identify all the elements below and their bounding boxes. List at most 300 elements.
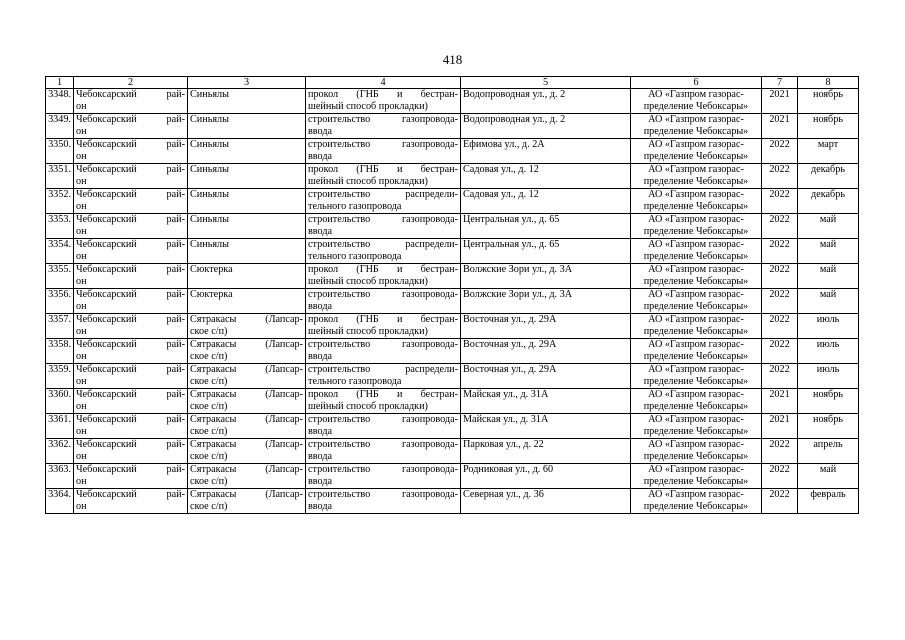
organization-cell	[631, 489, 762, 514]
organization-line-2: пределение Чебоксары»	[643, 400, 749, 412]
settlement-line-1: Сятракасы (Лапсар-	[190, 364, 303, 375]
organization-line-2: пределение Чебоксары»	[643, 375, 749, 387]
table-row	[46, 314, 859, 339]
work-type-line-1: прокол (ГНБ и бестран-	[308, 389, 458, 400]
column-header: 7	[762, 77, 798, 89]
row-number-cell	[46, 289, 74, 314]
settlement-line-2	[190, 201, 303, 213]
district-line-1: Чебоксарский рай-	[76, 264, 185, 275]
year-cell	[762, 164, 798, 189]
settlement-cell	[188, 489, 306, 514]
work-type-line-1: строительство газопровода-	[308, 139, 458, 150]
table-row	[46, 264, 859, 289]
year: 2022	[769, 139, 790, 150]
address-cell	[461, 164, 631, 189]
row-number: 3360.	[48, 389, 71, 400]
settlement-cell	[188, 364, 306, 389]
year-cell	[762, 389, 798, 414]
work-type-line-1: строительство распредели-	[308, 189, 458, 200]
district-line-2: он	[76, 100, 87, 112]
organization-cell	[631, 339, 762, 364]
work-type-cell	[306, 139, 461, 164]
district-line-1: Чебоксарский рай-	[76, 439, 185, 450]
year-cell	[762, 364, 798, 389]
settlement-line-1: Синьялы	[190, 189, 229, 200]
address: Центральная ул., д. 65	[463, 239, 560, 250]
work-type-line-2: шейный способ прокладки)	[308, 275, 428, 287]
work-type-line-2: ввода	[308, 450, 333, 462]
settlement-line-2	[190, 101, 303, 113]
month: март	[817, 139, 839, 150]
year-cell	[762, 464, 798, 489]
organization-line-1: АО «Газпром газорас-	[648, 214, 744, 225]
row-number-cell	[46, 339, 74, 364]
year: 2022	[769, 489, 790, 500]
settlement-line-2	[190, 226, 303, 238]
row-number: 3349.	[48, 114, 71, 125]
work-type-line-2: шейный способ прокладки)	[308, 100, 428, 112]
month-cell	[798, 389, 859, 414]
row-number: 3359.	[48, 364, 71, 375]
district-cell	[74, 289, 188, 314]
row-number-cell	[46, 89, 74, 114]
organization-cell	[631, 439, 762, 464]
month-cell	[798, 464, 859, 489]
settlement-line-1: Синьялы	[190, 139, 229, 150]
column-header: 6	[631, 77, 762, 89]
table-row	[46, 439, 859, 464]
work-type-line-1: строительство газопровода-	[308, 489, 458, 500]
settlement-line-1: Сятракасы (Лапсар-	[190, 489, 303, 500]
month: ноябрь	[813, 114, 843, 125]
row-number-cell	[46, 164, 74, 189]
district-line-1: Чебоксарский рай-	[76, 464, 185, 475]
organization-cell	[631, 164, 762, 189]
row-number: 3356.	[48, 289, 71, 300]
column-header: 5	[461, 77, 631, 89]
organization-line-2: пределение Чебоксары»	[643, 500, 749, 512]
settlement-line-2: ское с/п)	[190, 450, 228, 462]
work-type-line-1: строительство газопровода-	[308, 464, 458, 475]
year: 2022	[769, 464, 790, 475]
organization-line-1: АО «Газпром газорас-	[648, 114, 744, 125]
settlement-line-1: Сятракасы (Лапсар-	[190, 389, 303, 400]
settlement-line-2	[190, 176, 303, 188]
row-number: 3364.	[48, 489, 71, 500]
table-row	[46, 339, 859, 364]
address: Волжские Зори ул., д. 3А	[463, 264, 573, 275]
district-cell	[74, 364, 188, 389]
year-cell	[762, 289, 798, 314]
address-cell	[461, 314, 631, 339]
settlement-line-2	[190, 276, 303, 288]
settlement-line-1: Синьялы	[190, 164, 229, 175]
column-header: 1	[46, 77, 74, 89]
month-cell	[798, 439, 859, 464]
address-cell	[461, 139, 631, 164]
district-line-2: он	[76, 225, 87, 237]
work-type-line-2: ввода	[308, 350, 333, 362]
year-cell	[762, 89, 798, 114]
row-number-cell	[46, 414, 74, 439]
address-cell	[461, 114, 631, 139]
organization-line-2: пределение Чебоксары»	[643, 300, 749, 312]
work-type-cell	[306, 114, 461, 139]
district-cell	[74, 164, 188, 189]
organization-line-2: пределение Чебоксары»	[643, 275, 749, 287]
organization-line-1: АО «Газпром газорас-	[648, 314, 744, 325]
organization-line-1: АО «Газпром газорас-	[648, 464, 744, 475]
settlement-line-1: Сятракасы (Лапсар-	[190, 314, 303, 325]
address: Водопроводная ул., д. 2	[463, 89, 566, 100]
month: май	[819, 464, 837, 475]
year-cell	[762, 414, 798, 439]
organization-line-1: АО «Газпром газорас-	[648, 414, 744, 425]
organization-line-1: АО «Газпром газорас-	[648, 364, 744, 375]
row-number-cell	[46, 439, 74, 464]
settlement-line-2	[190, 151, 303, 163]
settlement-line-1: Сятракасы (Лапсар-	[190, 339, 303, 350]
year: 2021	[769, 414, 790, 425]
settlement-line-2	[190, 251, 303, 263]
work-type-cell	[306, 239, 461, 264]
page-number: 418	[442, 52, 463, 67]
settlement-cell	[188, 439, 306, 464]
district-cell	[74, 489, 188, 514]
district-line-1: Чебоксарский рай-	[76, 214, 185, 225]
settlement-cell	[188, 264, 306, 289]
work-type-cell	[306, 464, 461, 489]
district-line-2: он	[76, 400, 87, 412]
work-type-line-2: ввода	[308, 300, 333, 312]
settlement-cell	[188, 89, 306, 114]
work-type-line-2: ввода	[308, 225, 333, 237]
address: Волжские Зори ул., д. 3А	[463, 289, 573, 300]
organization-line-1: АО «Газпром газорас-	[648, 239, 744, 250]
year: 2022	[769, 289, 790, 300]
row-number-cell	[46, 364, 74, 389]
organization-cell	[631, 189, 762, 214]
column-number-row	[46, 77, 859, 89]
settlement-line-1: Сятракасы (Лапсар-	[190, 414, 303, 425]
work-type-line-1: прокол (ГНБ и бестран-	[308, 164, 458, 175]
organization-cell	[631, 239, 762, 264]
address: Садовая ул., д. 12	[463, 189, 539, 200]
district-line-1: Чебоксарский рай-	[76, 364, 185, 375]
organization-line-1: АО «Газпром газорас-	[648, 489, 744, 500]
year: 2021	[769, 89, 790, 100]
work-type-line-2: тельного газопровода	[308, 375, 402, 387]
column-header: 4	[306, 77, 461, 89]
row-number: 3363.	[48, 464, 71, 475]
table-row	[46, 414, 859, 439]
year-cell	[762, 439, 798, 464]
district-line-2: он	[76, 200, 87, 212]
organization-line-2: пределение Чебоксары»	[643, 125, 749, 137]
district-line-2: он	[76, 375, 87, 387]
column-header: 2	[74, 77, 188, 89]
work-type-line-2: шейный способ прокладки)	[308, 325, 428, 337]
row-number: 3357.	[48, 314, 71, 325]
table-row	[46, 89, 859, 114]
address: Восточная ул., д. 29А	[463, 314, 557, 325]
row-number: 3353.	[48, 214, 71, 225]
organization-cell	[631, 414, 762, 439]
settlement-line-1: Сятракасы (Лапсар-	[190, 464, 303, 475]
work-type-cell	[306, 364, 461, 389]
work-type-cell	[306, 314, 461, 339]
work-type-line-2: ввода	[308, 125, 333, 137]
row-number-cell	[46, 264, 74, 289]
month-cell	[798, 89, 859, 114]
district-line-1: Чебоксарский рай-	[76, 139, 185, 150]
address-cell	[461, 464, 631, 489]
district-cell	[74, 239, 188, 264]
district-line-2: он	[76, 150, 87, 162]
month-cell	[798, 339, 859, 364]
district-line-2: он	[76, 450, 87, 462]
settlement-cell	[188, 139, 306, 164]
settlement-line-2: ское с/п)	[190, 350, 228, 362]
settlement-line-2: ское с/п)	[190, 475, 228, 487]
district-line-2: он	[76, 175, 87, 187]
organization-line-2: пределение Чебоксары»	[643, 100, 749, 112]
organization-line-2: пределение Чебоксары»	[643, 175, 749, 187]
district-line-1: Чебоксарский рай-	[76, 89, 185, 100]
row-number: 3350.	[48, 139, 71, 150]
address: Ефимова ул., д. 2А	[463, 139, 545, 150]
organization-cell	[631, 464, 762, 489]
row-number: 3358.	[48, 339, 71, 350]
work-type-line-1: строительство газопровода-	[308, 214, 458, 225]
organization-line-2: пределение Чебоксары»	[643, 425, 749, 437]
work-type-line-1: строительство газопровода-	[308, 339, 458, 350]
district-line-1: Чебоксарский рай-	[76, 389, 185, 400]
work-type-cell	[306, 389, 461, 414]
table-row	[46, 214, 859, 239]
district-line-2: он	[76, 500, 87, 512]
district-cell	[74, 314, 188, 339]
row-number-cell	[46, 489, 74, 514]
table-row	[46, 489, 859, 514]
organization-line-1: АО «Газпром газорас-	[648, 89, 744, 100]
district-cell	[74, 89, 188, 114]
work-type-cell	[306, 489, 461, 514]
settlement-cell	[188, 239, 306, 264]
district-line-1: Чебоксарский рай-	[76, 489, 185, 500]
address: Центральная ул., д. 65	[463, 214, 560, 225]
settlement-line-1: Сюктерка	[190, 289, 233, 300]
organization-cell	[631, 214, 762, 239]
year-cell	[762, 114, 798, 139]
address-cell	[461, 239, 631, 264]
organization-line-1: АО «Газпром газорас-	[648, 289, 744, 300]
address: Северная ул., д. 36	[463, 489, 544, 500]
settlement-line-1: Синьялы	[190, 114, 229, 125]
organization-line-2: пределение Чебоксары»	[643, 475, 749, 487]
address: Майская ул., д. 31А	[463, 389, 549, 400]
year-cell	[762, 214, 798, 239]
organization-line-1: АО «Газпром газорас-	[648, 139, 744, 150]
month-cell	[798, 314, 859, 339]
row-number: 3351.	[48, 164, 71, 175]
month: июль	[816, 314, 840, 325]
district-line-2: он	[76, 275, 87, 287]
settlement-cell	[188, 164, 306, 189]
table-row	[46, 389, 859, 414]
settlement-line-1: Синьялы	[190, 239, 229, 250]
district-line-1: Чебоксарский рай-	[76, 114, 185, 125]
organization-line-2: пределение Чебоксары»	[643, 250, 749, 262]
row-number-cell	[46, 139, 74, 164]
settlement-line-2: ское с/п)	[190, 375, 228, 387]
district-line-1: Чебоксарский рай-	[76, 239, 185, 250]
work-type-line-2: шейный способ прокладки)	[308, 175, 428, 187]
month: май	[819, 239, 837, 250]
district-line-2: он	[76, 250, 87, 262]
row-number-cell	[46, 464, 74, 489]
table-row	[46, 139, 859, 164]
year-cell	[762, 314, 798, 339]
district-cell	[74, 389, 188, 414]
district-line-2: он	[76, 350, 87, 362]
district-line-1: Чебоксарский рай-	[76, 314, 185, 325]
organization-line-2: пределение Чебоксары»	[643, 350, 749, 362]
table-row	[46, 464, 859, 489]
work-type-line-2: шейный способ прокладки)	[308, 400, 428, 412]
year-cell	[762, 339, 798, 364]
work-type-line-1: строительство распредели-	[308, 239, 458, 250]
month-cell	[798, 189, 859, 214]
organization-line-1: АО «Газпром газорас-	[648, 164, 744, 175]
work-type-line-1: прокол (ГНБ и бестран-	[308, 314, 458, 325]
month-cell	[798, 414, 859, 439]
month-cell	[798, 489, 859, 514]
work-type-line-1: прокол (ГНБ и бестран-	[308, 89, 458, 100]
organization-line-1: АО «Газпром газорас-	[648, 189, 744, 200]
year: 2022	[769, 314, 790, 325]
row-number-cell	[46, 189, 74, 214]
district-cell	[74, 214, 188, 239]
year: 2022	[769, 164, 790, 175]
year-cell	[762, 239, 798, 264]
month: апрель	[813, 439, 843, 450]
address-cell	[461, 89, 631, 114]
district-line-2: он	[76, 425, 87, 437]
row-number-cell	[46, 389, 74, 414]
settlement-line-2: ское с/п)	[190, 500, 228, 512]
district-cell	[74, 464, 188, 489]
table-row	[46, 164, 859, 189]
settlement-line-1: Сюктерка	[190, 264, 233, 275]
settlement-cell	[188, 464, 306, 489]
work-type-cell	[306, 89, 461, 114]
address-cell	[461, 489, 631, 514]
district-line-1: Чебоксарский рай-	[76, 339, 185, 350]
settlement-line-2: ское с/п)	[190, 425, 228, 437]
work-type-line-1: строительство распредели-	[308, 364, 458, 375]
work-type-cell	[306, 414, 461, 439]
row-number: 3361.	[48, 414, 71, 425]
district-line-1: Чебоксарский рай-	[76, 414, 185, 425]
work-type-line-2: ввода	[308, 500, 333, 512]
row-number: 3354.	[48, 239, 71, 250]
year: 2022	[769, 264, 790, 275]
settlement-line-2: ское с/п)	[190, 400, 228, 412]
settlement-line-1: Сятракасы (Лапсар-	[190, 439, 303, 450]
settlement-line-2: ское с/п)	[190, 325, 228, 337]
address: Парковая ул., д. 22	[463, 439, 544, 450]
work-type-line-1: строительство газопровода-	[308, 414, 458, 425]
work-type-line-2: тельного газопровода	[308, 200, 402, 212]
table-row	[46, 189, 859, 214]
organization-cell	[631, 364, 762, 389]
address-cell	[461, 389, 631, 414]
address-cell	[461, 339, 631, 364]
table-row	[46, 114, 859, 139]
settlement-line-2	[190, 301, 303, 313]
address-cell	[461, 414, 631, 439]
district-cell	[74, 114, 188, 139]
work-type-line-1: прокол (ГНБ и бестран-	[308, 264, 458, 275]
organization-cell	[631, 89, 762, 114]
address: Восточная ул., д. 29А	[463, 364, 557, 375]
settlement-line-1: Синьялы	[190, 214, 229, 225]
organization-cell	[631, 114, 762, 139]
work-type-line-2: ввода	[308, 150, 333, 162]
year: 2021	[769, 114, 790, 125]
year: 2022	[769, 339, 790, 350]
district-line-1: Чебоксарский рай-	[76, 189, 185, 200]
address-cell	[461, 264, 631, 289]
column-header: 3	[188, 77, 306, 89]
district-line-1: Чебоксарский рай-	[76, 289, 185, 300]
district-line-2: он	[76, 125, 87, 137]
column-header: 8	[798, 77, 859, 89]
year: 2022	[769, 239, 790, 250]
organization-cell	[631, 389, 762, 414]
month: ноябрь	[813, 89, 843, 100]
work-type-cell	[306, 214, 461, 239]
address-cell	[461, 214, 631, 239]
year: 2022	[769, 189, 790, 200]
work-type-cell	[306, 264, 461, 289]
organization-line-2: пределение Чебоксары»	[643, 150, 749, 162]
row-number: 3348.	[48, 89, 71, 100]
year: 2022	[769, 214, 790, 225]
district-cell	[74, 414, 188, 439]
address-cell	[461, 439, 631, 464]
address-cell	[461, 189, 631, 214]
year: 2022	[769, 364, 790, 375]
year-cell	[762, 489, 798, 514]
month-cell	[798, 164, 859, 189]
organization-cell	[631, 264, 762, 289]
month-cell	[798, 139, 859, 164]
work-type-cell	[306, 289, 461, 314]
district-cell	[74, 264, 188, 289]
settlement-cell	[188, 414, 306, 439]
address-cell	[461, 364, 631, 389]
year-cell	[762, 139, 798, 164]
district-line-2: он	[76, 475, 87, 487]
district-line-1: Чебоксарский рай-	[76, 164, 185, 175]
month: ноябрь	[813, 414, 843, 425]
district-cell	[74, 439, 188, 464]
organization-line-2: пределение Чебоксары»	[643, 225, 749, 237]
month: май	[819, 264, 837, 275]
settlement-cell	[188, 314, 306, 339]
